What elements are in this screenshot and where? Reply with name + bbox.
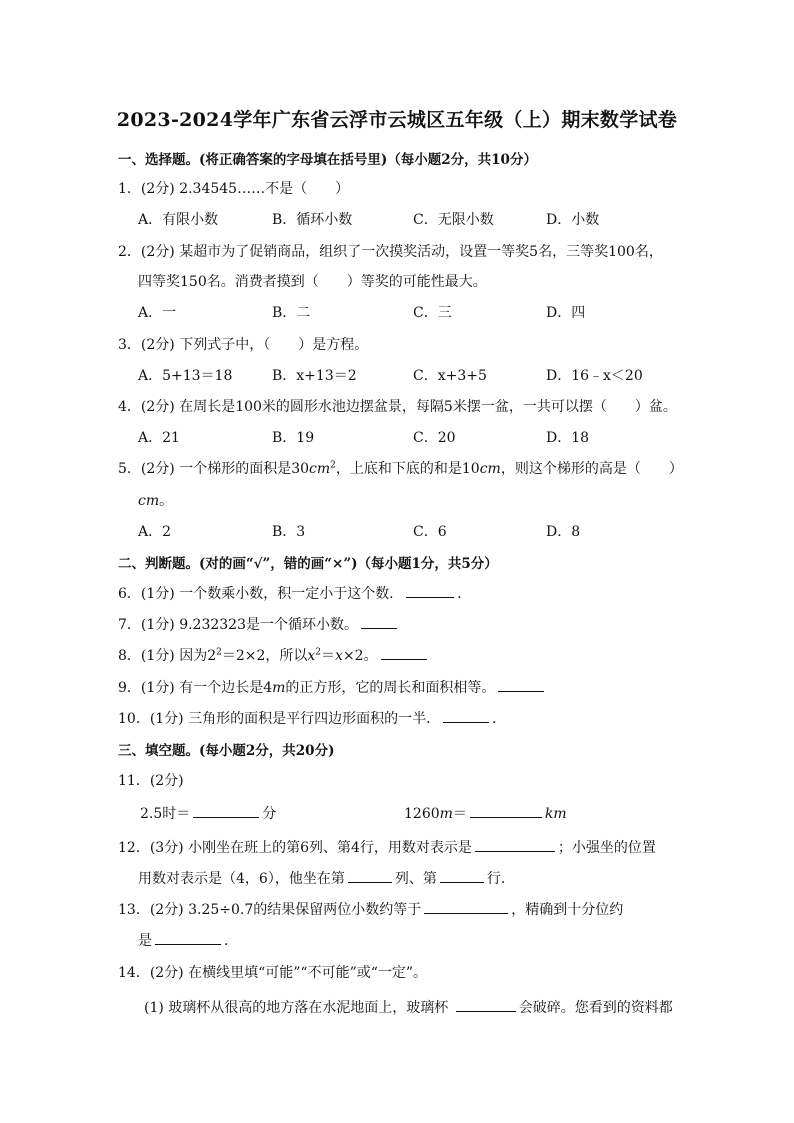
q1-option-b: B．循环小数 bbox=[272, 212, 353, 228]
q3-option-b: B．x+13＝2 bbox=[272, 368, 357, 384]
question-11: 11．(2分) bbox=[118, 773, 184, 789]
question-6: 6．(1分) 一个数乘小数，积一定小于这个数． ． bbox=[118, 586, 472, 602]
answer-blank[interactable] bbox=[361, 616, 397, 629]
q2-option-d: D．四 bbox=[546, 305, 586, 321]
q3-option-a: A．5+13＝18 bbox=[138, 368, 233, 384]
answer-blank[interactable] bbox=[424, 901, 508, 914]
q4-option-c: C．20 bbox=[413, 430, 456, 446]
question-14: 14．(2分) 在横线里填“可能”“不可能”或“一定”。 bbox=[118, 965, 428, 981]
q4-option-a: A．21 bbox=[138, 430, 180, 446]
answer-blank[interactable] bbox=[155, 932, 221, 945]
answer-blank[interactable] bbox=[348, 870, 392, 883]
q1-option-d: D．小数 bbox=[546, 212, 600, 228]
q4-option-b: B．19 bbox=[272, 430, 315, 446]
q3-option-d: D．16﹣x＜20 bbox=[546, 368, 643, 384]
question-4: 4．(2分) 在周长是100米的圆形水池边摆盆景，每隔5米摆一盆，一共可以摆（ ）盆。 bbox=[118, 399, 677, 415]
answer-blank[interactable] bbox=[498, 679, 544, 692]
q1-option-c: C．无限小数 bbox=[413, 212, 494, 228]
answer-blank[interactable] bbox=[456, 999, 516, 1012]
q2-option-b: B．二 bbox=[272, 305, 311, 321]
q5-option-d: D．8 bbox=[546, 524, 581, 540]
q5-option-c: C．6 bbox=[413, 524, 447, 540]
question-5: 5．(2分) 一个梯形的面积是$30cm^2$，上底和下底的和是10cm，则这个梯形的高是（ ） bbox=[118, 460, 683, 477]
answer-blank[interactable] bbox=[475, 839, 555, 852]
q5-option-b: B．3 bbox=[272, 524, 306, 540]
answer-blank[interactable] bbox=[443, 710, 489, 723]
question-11-part-b: 1260m＝ km bbox=[404, 806, 567, 822]
page-title: 2023-2024学年广东省云浮市云城区五年级（上）期末数学试卷 bbox=[116, 109, 678, 131]
section-heading-choice: 一、选择题。(将正确答案的字母填在括号里)（每小题2分，共10分） bbox=[118, 152, 537, 168]
section-heading-fill: 三、填空题。(每小题2分，共20分) bbox=[118, 743, 335, 759]
question-13-cont: 是 ． bbox=[138, 933, 238, 949]
question-12-cont: 用数对表示是（4，6），他坐在第 列、第 行． bbox=[138, 871, 515, 887]
question-1: 1．(2分) 2.34545……不是（ ） bbox=[118, 181, 350, 197]
answer-blank[interactable] bbox=[406, 585, 454, 598]
answer-blank[interactable] bbox=[381, 647, 427, 660]
question-12: 12．(3分) 小刚坐在班上的第6列、第4行，用数对表示是 ；小强坐的位置 bbox=[118, 840, 656, 856]
answer-blank[interactable] bbox=[470, 805, 542, 818]
question-11-part-a: 2.5时＝ 分 bbox=[140, 806, 277, 822]
question-8: 8．(1分) 因为$2^2=2\times 2$，所以$x^2=x\times 2$。 bbox=[118, 645, 430, 665]
question-3: 3．(2分) 下列式子中，（ ）是方程。 bbox=[118, 337, 369, 353]
q2-option-a: A．一 bbox=[138, 305, 177, 321]
answer-blank[interactable] bbox=[440, 870, 484, 883]
section-heading-judge: 二、判断题。(对的画“√”，错的画“×”)（每小题1分，共5分） bbox=[118, 556, 498, 572]
question-9: 9．(1分) 有一个边长是4m的正方形，它的周长和面积相等。 bbox=[118, 677, 547, 697]
q5-option-a: A．2 bbox=[138, 524, 172, 540]
answer-blank[interactable] bbox=[193, 805, 259, 818]
question-7: 7．(1分) 9.232323是一个循环小数。 bbox=[118, 614, 400, 634]
q2-option-c: C．三 bbox=[413, 305, 452, 321]
question-14-sub-1: (1) 玻璃杯从很高的地方落在水泥地面上，玻璃杯 会破碎。您看到的资料都 bbox=[144, 1000, 673, 1016]
question-2-cont: 四等奖150名。消费者摸到（ ）等奖的可能性最大。 bbox=[138, 274, 487, 290]
question-13: 13．(2分) 3.25÷0.7的结果保留两位小数约等于 ，精确到十分位约 bbox=[118, 902, 624, 918]
q3-option-c: C．x+3+5 bbox=[413, 368, 487, 384]
question-5-cont: cm。 bbox=[138, 493, 174, 509]
question-10: 10．(1分) 三角形的面积是平行四边形面积的一半． ． bbox=[118, 711, 507, 727]
q1-option-a: A．有限小数 bbox=[138, 212, 219, 228]
q4-option-d: D．18 bbox=[546, 430, 590, 446]
question-2: 2．(2分) 某超市为了促销商品，组织了一次摸奖活动，设置一等奖5名，三等奖100名， bbox=[118, 244, 663, 260]
